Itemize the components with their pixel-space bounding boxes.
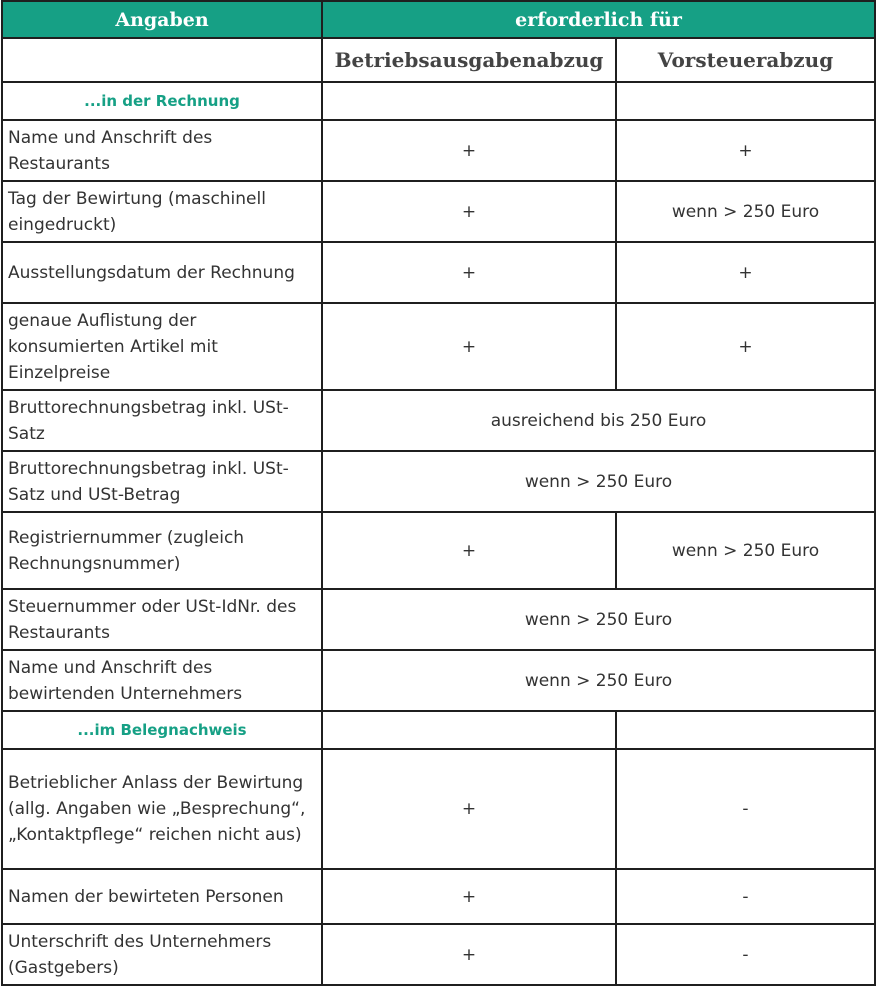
cell-vorsteuerabzug: wenn > 250 Euro [616,181,875,242]
section-row-rechnung [2,82,875,120]
cell-both-columns: ausreichend bis 250 Euro [322,390,875,451]
table-row [2,589,875,650]
cell-vorsteuerabzug: + [616,242,875,303]
cell-betriebsausgabenabzug: + [322,120,616,181]
cell-vorsteuerabzug: wenn > 250 Euro [616,512,875,589]
cell-betriebsausgabenabzug: + [322,749,616,869]
row-label: Namen der bewirteten Personen [2,869,322,924]
row-label: Ausstellungsdatum der Rechnung [2,242,322,303]
header-row [2,1,875,38]
header-erforderlich: erforderlich für [322,1,875,38]
cell-both-columns: wenn > 250 Euro [322,451,875,512]
cell-betriebsausgabenabzug: + [322,181,616,242]
cell-both-columns: wenn > 250 Euro [322,650,875,711]
row-label: Name und Anschrift des bewirtenden Unternehmers [2,650,322,711]
table-row [2,451,875,512]
row-label: Registriernummer (zugleich Rechnungsnummer) [2,512,322,589]
section-label-belegnachweis: ...im Belegnachweis [2,711,322,749]
subheader-row [2,38,875,82]
table-row [2,512,875,589]
cell-betriebsausgabenabzug: + [322,869,616,924]
cell-vorsteuerabzug: + [616,120,875,181]
row-label: Tag der Bewirtung (maschinell eingedruckt) [2,181,322,242]
subheader-betriebsausgabenabzug: Betriebsausgabenabzug [322,38,616,82]
row-label: Bruttorechnungsbetrag inkl. USt-Satz und USt-Betrag [2,451,322,512]
bewirtung-requirements-table [1,0,876,986]
row-label: Steuernummer oder USt-IdNr. des Restaurants [2,589,322,650]
row-label: Bruttorechnungsbetrag inkl. USt-Satz [2,390,322,451]
cell-both-columns: wenn > 250 Euro [322,589,875,650]
table-row [2,869,875,924]
cell-vorsteuerabzug: - [616,869,875,924]
row-label: genaue Auflistung der konsumierten Artikel mit Einzelpreise [2,303,322,390]
cell-betriebsausgabenabzug: + [322,303,616,390]
table-row [2,181,875,242]
table-row [2,650,875,711]
table-row [2,120,875,181]
cell-vorsteuerabzug: - [616,749,875,869]
row-label: Betrieblicher Anlass der Bewirtung (allg. Angaben wie „Besprechung“, „Kontaktpflege“ reichen nicht aus) [2,749,322,869]
subheader-empty [2,38,322,82]
row-label: Unterschrift des Unternehmers (Gastgebers) [2,924,322,985]
cell-betriebsausgabenabzug: + [322,512,616,589]
cell-betriebsausgabenabzug: + [322,242,616,303]
table-row [2,242,875,303]
table-row [2,303,875,390]
table-row [2,749,875,869]
header-angaben: Angaben [2,1,322,38]
section-label-rechnung: ...in der Rechnung [2,82,322,120]
table-row [2,924,875,985]
cell-betriebsausgabenabzug: + [322,924,616,985]
section-row-belegnachweis [2,711,875,749]
cell-vorsteuerabzug: - [616,924,875,985]
table-row [2,390,875,451]
cell-vorsteuerabzug: + [616,303,875,390]
row-label: Name und Anschrift des Restaurants [2,120,322,181]
subheader-vorsteuerabzug: Vorsteuerabzug [616,38,875,82]
